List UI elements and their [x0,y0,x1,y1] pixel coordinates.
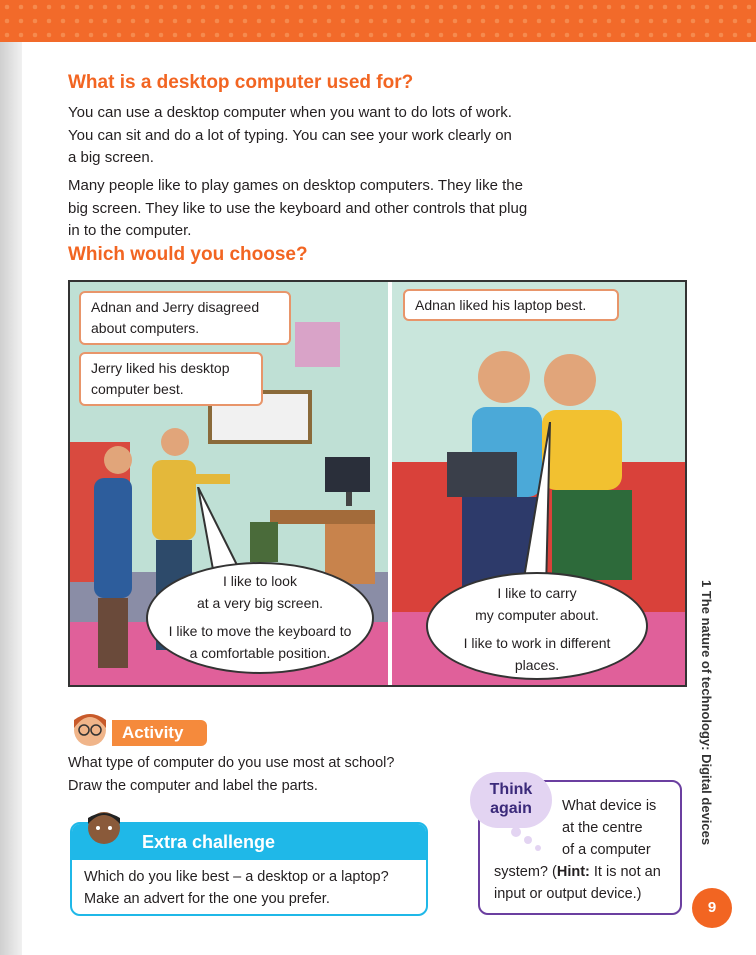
speech-bubble-jerry [146,562,374,674]
caption-line: Jerry liked his desktop [91,360,230,376]
top-banner [0,0,756,42]
chapter-side-title-text: 1 The nature of technology: Digital devices [699,580,714,846]
caption-line: Adnan and Jerry disagreed [91,299,260,315]
activity-avatar-icon [66,708,116,754]
chapter-side-title [700,580,720,880]
bubble-line: my computer about. [475,607,599,623]
text-fragment: system? ( [494,864,557,880]
extra-challenge-label: Extra challenge [72,824,426,860]
comic-panel-laptop [392,282,685,685]
comic-strip [68,280,687,687]
text-line: Make an advert for the one you prefer. [84,891,330,907]
activity-label: Activity [112,720,207,746]
caption-adnan-laptop: Adnan liked his laptop best. [403,289,619,321]
text-line: a big screen. [68,149,154,166]
think-label-line: again [490,800,532,817]
text-line: Many people like to play games on desktop computers. They like the [68,177,523,194]
text-line: You can use a desktop computer when you want to do lots of work. [68,104,512,121]
caption-disagreed [79,291,291,345]
text-line: Draw the computer and label the parts. [68,777,318,794]
hint-label: Hint: [556,864,590,880]
extra-challenge-text [72,860,426,916]
bubble-line: I like to work in different [463,635,611,651]
text-line: in to the computer. [68,222,192,239]
bubble-line: at a very big screen. [196,595,324,611]
section-heading-desktop: What is a desktop computer used for? [68,72,414,93]
bubble-line: I like to carry [497,585,577,601]
activity-text [68,752,394,797]
page-gutter [0,42,22,955]
paragraph-games [68,175,527,243]
text-line: big screen. They like to use the keyboard and other controls that plug [68,199,528,217]
comic-panel-desktop [70,282,388,685]
think-again-text-bottom [494,861,661,905]
bubble-line: I like to look [223,573,297,589]
bubble-line: places. [514,657,560,673]
speech-bubble-adnan [426,572,648,680]
text-line: You can sit and do a lot of typing. You can see your work clearly on [68,126,512,144]
page-number: 9 [692,888,732,928]
text-line: What type of computer do you use most at school? [68,755,395,771]
extra-challenge-avatar-icon [80,804,130,854]
text-line: of a computer [562,842,651,858]
think-again-text-top [562,795,656,861]
section-heading-choose: Which would you choose? [68,244,308,265]
paragraph-desktop-use [68,102,512,170]
bubble-line: I like to move the keyboard to [168,623,352,639]
think-again-cloud [470,772,552,828]
caption-jerry-desktop [79,352,263,406]
text-line: at the centre [562,820,643,836]
text-line: What device is [562,798,657,814]
caption-line: computer best. [91,381,184,397]
speech-tail-right [502,422,562,592]
text-line [494,861,661,883]
text-line: Which do you like best – a desktop or a laptop? [84,869,389,885]
think-label-line: Think [489,781,533,798]
text-line: input or output device.) [494,886,642,902]
bubble-line: a comfortable position. [189,645,331,661]
think-dots-icon [508,826,548,856]
caption-line: about computers. [91,320,200,336]
text-fragment: It is not an [589,864,661,880]
